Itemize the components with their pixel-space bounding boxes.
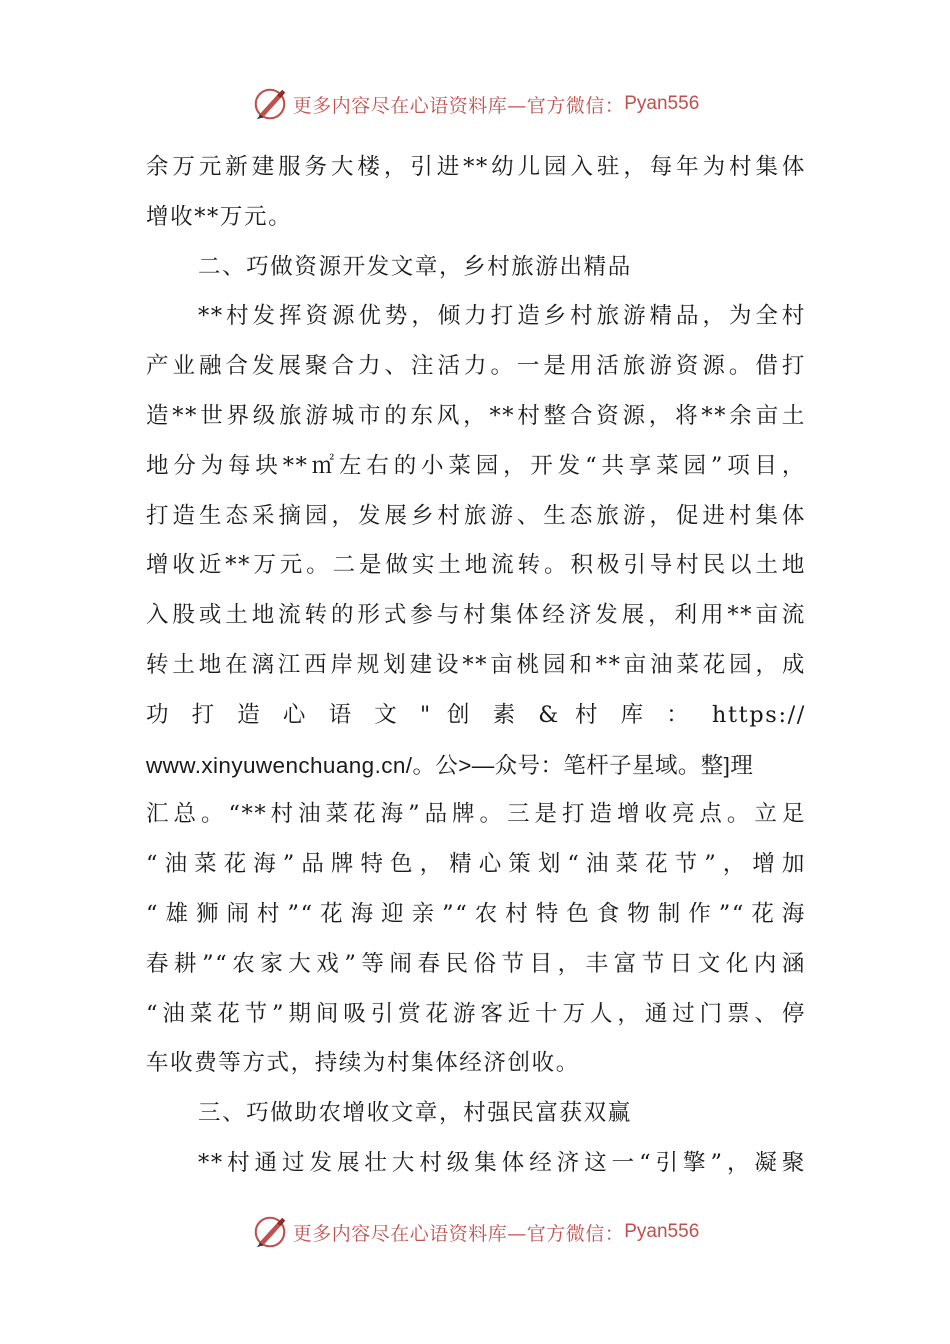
- text-line: **村通过发展壮大村级集体经济这一“引擎”，凝聚: [198, 1149, 806, 1176]
- text-line: 春耕”“农家大戏”等闹春民俗节目，丰富节日文化内涵: [146, 950, 806, 977]
- banner-slogan: 更多内容尽在心语资料库—官方微信：: [292, 1222, 625, 1245]
- text-line: 产业融合发展聚合力、注活力。一是用活旅游资源。借打: [146, 353, 806, 380]
- text-line: “雄狮闹村”“花海迎亲”“农村特色食物制作”“花海: [146, 900, 806, 927]
- text-line: www.xinyuwenchuang.cn/。公>—众号：笔杆子星域。整]理: [146, 752, 754, 778]
- banner-wechat-id: Pyan556: [624, 1221, 700, 1242]
- text-line: 余万元新建服务大楼，引进**幼儿园入驻，每年为村集体: [146, 154, 806, 180]
- text-line: 入股或土地流转的形式参与村集体经济发展，利用**亩流: [146, 602, 806, 629]
- text-line: 转土地在漓江西岸规划建设**亩桃园和**亩油菜花园，成: [146, 651, 806, 678]
- text-line: 地分为每块**㎡左右的小菜园，开发“共享菜园”项目，: [146, 452, 806, 479]
- text-line: 造**世界级旅游城市的东风，**村整合资源，将**余亩土: [146, 402, 806, 429]
- text-line: 打造生态采摘园，发展乡村旅游、生态旅游，促进村集体: [146, 502, 806, 529]
- text-line: 汇总。“**村油菜花海”品牌。三是打造增收亮点。立足: [146, 801, 806, 828]
- banner-wechat-id: Pyan556: [624, 93, 700, 114]
- text-line: 车收费等方式，持续为村集体经济创收。: [146, 1050, 580, 1077]
- text-line: 增收近**万元。二是做实土地流转。积极引导村民以土地: [146, 552, 806, 579]
- text-line: “油菜花节”期间吸引赏花游客近十万人，通过门票、停: [146, 1000, 806, 1027]
- text-line: **村发挥资源优势，倾力打造乡村旅游精品，为全村: [198, 303, 806, 330]
- text-line: 功 打 造 心 语 文 " 创 素 & 村 库 ： https://: [146, 701, 806, 728]
- pen-logo-icon: [251, 85, 289, 123]
- text-line: “油菜花海”品牌特色，精心策划“油菜花节”，增加: [146, 851, 806, 878]
- footer-banner: [0, 1212, 950, 1252]
- section-heading: 三、巧做助农增收文章，村强民富获双赢: [198, 1100, 632, 1127]
- section-heading: 二、巧做资源开发文章，乡村旅游出精品: [198, 253, 632, 280]
- pen-logo-icon: [251, 1213, 289, 1251]
- document-body: [146, 143, 806, 1189]
- header-banner: [0, 84, 950, 124]
- banner-slogan: 更多内容尽在心语资料库—官方微信：: [292, 94, 625, 117]
- text-line: 增收**万元。: [146, 203, 293, 230]
